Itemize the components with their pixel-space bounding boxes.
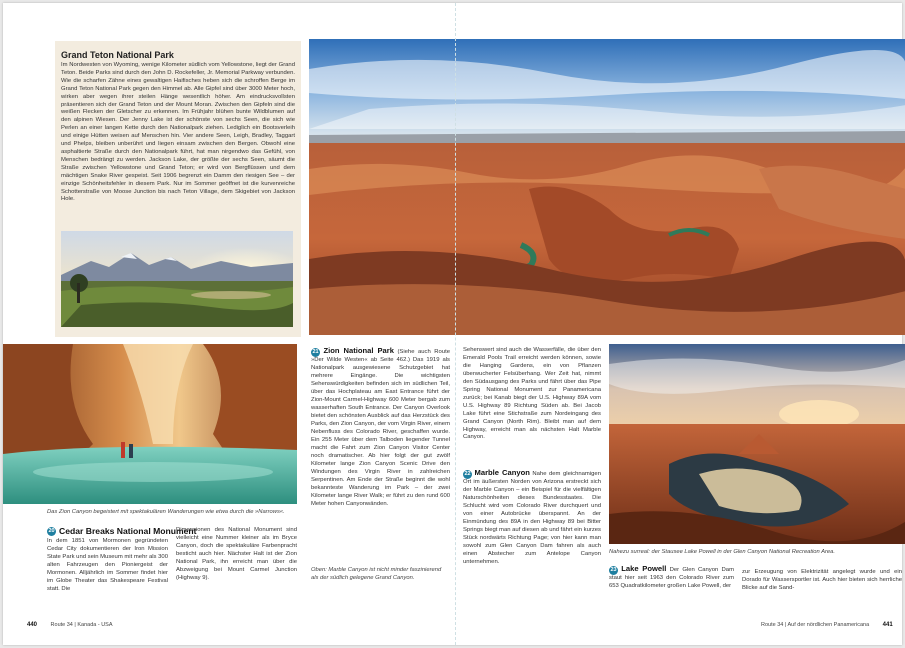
zion-section xyxy=(311,347,450,509)
left-footer-text: Route 34 | Kanada - USA xyxy=(50,622,113,628)
lake-powell-column-2: zur Erzeugung von Elektrizität angelegt wurde und ein Dorado für Wassersportler ist. Auch hier bieten sich herrliche Blicke auf die Sand- xyxy=(742,569,902,591)
section-number-badge: 23 xyxy=(609,566,618,575)
cedar-breaks-column-1: In dem 1851 von Mormonen gegründeten Cedar City dokumentieren der Iron Mission State Park und sein Museum mit mehr als 300 alten Fahrzeugen den Pioniergeist der Mormonen. Alljährlich im Sommer findet hier im Globe Theater das Shakespeare Festival statt. Die xyxy=(47,538,168,592)
section-number-badge: 22 xyxy=(463,470,472,479)
marble-canyon-intro: Sehenswert sind auch die Wasserfälle, die über den Emerald Pools Trail erreicht werden können, sowie die Hanging Gardens, ein von Pflanzen überwucherter Felsüberhang. Wer Zeit hat, nimmt den Südausgang des Parks und fährt über das Pipe Spring National Monument zur Panamericana zurück; bei Kanab biegt der U.S. Highway 89A vom U.S. Highway 89 Richtung Süden ab. Bei Jacob Lake führt eine Stichstraße zum Nordeingang des Grand Canyon (North Rim). Bleibt man auf dem Highway, erreicht man als nächsten Halt Marble Canyon. xyxy=(463,347,601,441)
lake-powell-caption: Nahezu surreal: der Stausee Lake Powell in der Glen Canyon National Recreation Area. xyxy=(609,549,835,555)
zion-caption: Das Zion Canyon begeistert mit spektakulären Wanderungen wie etwa durch die »Narrows«. xyxy=(47,509,285,515)
grand-canyon-photo xyxy=(309,39,905,335)
cedar-breaks-column-2: Dimensionen des National Monument sind vielleicht eine Nummer kleiner als im Bryce Canyon, doch die spektakuläre Farbenpracht besticht auch hier. Nächster Halt ist der Zion National Park, ihn erreicht man über die Abzweigung bei Mount Carmel Junction (Highway 9). xyxy=(176,527,297,581)
marble-canyon-text: Nahe dem gleichnamigen Ort im äußersten Norden von Arizona erstreckt sich der Marble Canyon – ein Beispiel für die vielfältigen Naturschönheiten dieses Bundesstaates. Die Schlucht wird vom Colorado River durchquert und von einer Autobrücke überspannt. An der Einmündung des 89A in den Highway 89 bei Bitter Springs biegt man auf diesen ab und fährt ein kurzes Stück nordwärts Richtung Page; von hier kann man sowohl zum Glen Canyon Dam fahren als auch einen Abstecher zum Antelope Canyon unternehmen. xyxy=(463,471,601,566)
lake-powell-text-1: Der Glen Canyon Dam staut hier seit 1963 den Colorado River zum 653 Quadratkilometer großen Lake Powell, der xyxy=(609,567,734,590)
right-footer-text: Route 34 | Auf der nördlichen Panamericana xyxy=(761,622,870,628)
grand-teton-photo xyxy=(61,231,293,327)
lake-powell-photo xyxy=(609,344,905,544)
zion-text: (Siehe auch Route »Der Wilde Westen« ab Seite 462.) Das 1919 als Nationalpark ausgewiesene Schutzgebiet hat mehrere Eingänge. Die wichtigsten Sehenswürdigkeiten befinden sich im südlichen Teil, über das Hochplateau am East Entrance führt der Zion-Mount Carmel-Highway 600 Meter bergab zum wasserhaften South Entrance. Der Canyon Overlook bietet den schönsten Ausblick auf das Herzstück des Parks, den Zion Canyon, der vom Virgin River, einem Nebenfluss des Colorado River, geschaffen wurde. Ein 255 Meter über dem Talboden liegender Tunnel macht die Fahrt zum Zion Canyon Visitor Center noch dramatischer. Ab hier folgt der gut zwölf Kilometer lange Zion Canyon Scenic Drive den Windungen des Virgin River in zahlreichen Serpentinen. Am Ende der Straße beginnt die wohl bekannteste Wanderung im Park – der zwei Kilometer lange River Walk; er führt zu den rund 600 Meter hohen Canyonwänden. xyxy=(311,349,450,507)
left-page-number: 440 xyxy=(27,622,38,628)
lake-powell-title: Lake Powell xyxy=(621,564,667,573)
cedar-breaks-title: Cedar Breaks National Monument xyxy=(59,526,197,536)
lake-powell-column-1 xyxy=(609,565,734,591)
marble-canyon-title: Marble Canyon xyxy=(474,468,530,477)
zion-title: Zion National Park xyxy=(323,346,394,355)
section-number-badge: 20 xyxy=(48,528,55,534)
left-footer xyxy=(27,622,113,628)
sidebar-body: Im Nordwesten von Wyoming, wenige Kilometer südlich vom Yellowstone, liegt der Grand Teton. Beide Parks sind durch den John D. Rockefeller, Jr. Memorial Parkway verbunden. Wie die scharfen Zähne eines gewaltigen Haifisches heben sich die schroffen Berge im Grand Teton National Park gegen den Himmel ab. Alle Gipfel sind über 3000 Meter hoch, wirken aber wegen ihrer steilen Hänge wesentlich höher. Am eindrucksvollsten präsentieren sich der Grand Teton und der Mount Moran. Zwischen den Gipfeln sind die weißen Flecken der Gletscher zu erkennen. Im Frühjahr blühen bunte Wildblumen auf den alpinen Wiesen. Der Jenny Lake ist der schönste von sechs Seen, die sich wie Perlen an einer langen Kette durch den Nationalpark ziehen. Lediglich ein Bootsverleih und einige Hütten weisen auf Menschen hin. Vier andere Seen, Leigh, Bradley, Taggart und Phelps, bleiben unberührt und liegen einsam zwischen den Bergen. Obwohl eine asphaltierte Straße durch den Nationalpark führt, hat man nirgendwo das Gefühl, von Menschen bedrängt zu werden. Jackson Lake, der größte der sechs Seen, säumt die Straße zwischen Yellowstone und Grand Teton; er wird von Bergflüssen und dem mächtigen Snake River gespeist. Seit 1906 begrenzt ein Damm den riesigen See – der einzige Schönheitsfehler in diesem Park. Nur im Sommer geöffnet ist die kurvenreiche Schotterstraße von Moose Junction bis nach Teton Village, dem Skigebiet von Jackson Hole. xyxy=(61,62,295,203)
magazine-spread xyxy=(3,3,902,645)
marble-canyon-caption: Oben: Marble Canyon ist nicht minder faszinierend als der südlich gelegene Grand Canyon. xyxy=(311,567,442,581)
page-gutter xyxy=(455,3,456,645)
right-footer xyxy=(761,622,893,628)
marble-canyon-section xyxy=(463,469,601,567)
zion-narrows-photo xyxy=(3,344,297,504)
sidebar-title: Grand Teton National Park xyxy=(61,50,174,60)
right-page-number: 441 xyxy=(882,622,893,628)
section-number-badge: 21 xyxy=(311,348,320,357)
